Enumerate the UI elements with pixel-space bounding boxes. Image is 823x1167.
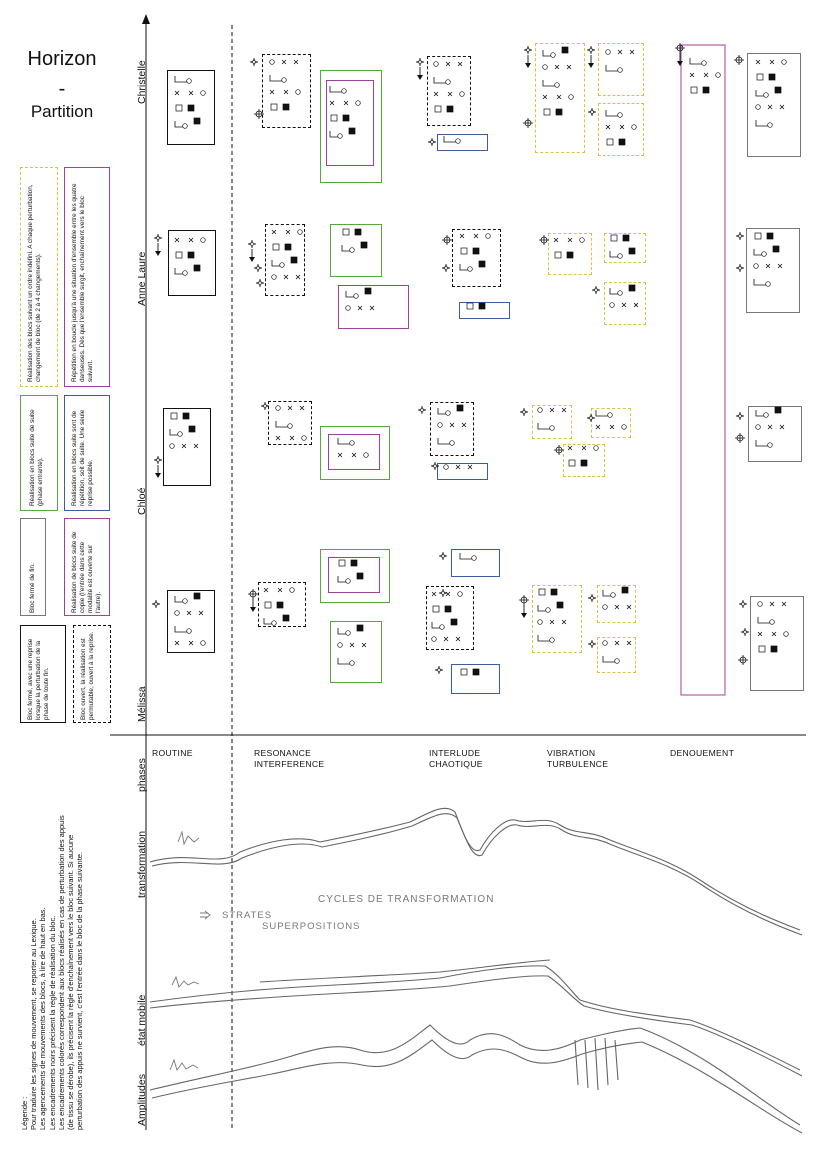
phases-axis-label: phases xyxy=(136,758,148,792)
sketch-note-cycles: CYCLES DE TRANSFORMATION xyxy=(318,894,495,905)
legend-box-purple-large: Répétition en boucle jusqu'à une situation d'ensemble entre les quatre danseuses. Dès que l'ensemble surgit, enchaînement vers le bloc suivant. xyxy=(64,167,110,387)
performer-label-anne-laure: Anne Laure xyxy=(136,251,148,306)
etat-mobile-label: état mobile xyxy=(136,994,148,1046)
phase-routine: ROUTINE xyxy=(152,748,193,758)
sketch-note-superpositions: SUPERPOSITIONS xyxy=(262,921,361,932)
performer-label-chloe: Chloé xyxy=(136,487,148,515)
legend-text: Légende : Pour traduire les signes de mouvement, se reporter au Lexique. Les agencements de mouvements des blocs, à lire de haut en bas. Les encadrements noirs précisent la règle de réalisation du bloc. Les encadrements colorés correspondent aux blocs réalisés en cas de perturbation des appuis (de tissu se dérobe), ils précisent la règle d'enchaînement vers le bloc suivant. Si aucune perturbation des appuis ne survient, c'est l'entrée dans le bloc de la phase suivante. xyxy=(20,815,85,1130)
phase-denouement: DENOUEMENT xyxy=(670,748,735,758)
legend-box-yellow: Réalisation des blocs suivant un ordre indéfini. A chaque perturbation, changement de bloc (de 2 à 4 changements). xyxy=(20,167,58,387)
legend-box-black-dashed: Bloc ouvert, la réalisation est permutable, ouvert à la reprise. xyxy=(73,625,111,723)
phase-interlude: INTERLUDE CHAOTIQUE xyxy=(429,748,483,769)
phase-vibration: VIBRATION TURBULENCE xyxy=(547,748,609,769)
title-line1: Horizon xyxy=(27,48,97,70)
performer-label-christelle: Christelle xyxy=(136,60,148,104)
amplitudes-label: Amplitudes xyxy=(136,1074,148,1126)
legend-box-purple-small: Réalisation de blocs suite de copie (l'entrée dans cette modalité est ouverte sur l'autre). xyxy=(64,518,110,616)
legend-box-black-solid: Bloc fermé, avec une reprise lorsque la perturbation de la phase de toute fin. xyxy=(20,625,66,723)
performer-label-melissa: Mélissa xyxy=(136,686,148,722)
phase-resonance: RESONANCE INTERFERENCE xyxy=(254,748,325,769)
legend-box-white: Bloc fermé de fin. xyxy=(20,518,46,616)
transformation-label: transformation xyxy=(136,830,148,898)
sketch-note-strates: STRATES xyxy=(222,910,273,921)
legend-box-green: Réalisation en blocs suite de suite (phase entrante). xyxy=(20,395,58,511)
title-line2: Partition xyxy=(30,102,94,121)
title-dash: - xyxy=(58,78,66,100)
legend-box-blue: Réalisation en blocs suite sont de répétition, soit de suite. Une seule reprise possible. xyxy=(64,395,110,511)
